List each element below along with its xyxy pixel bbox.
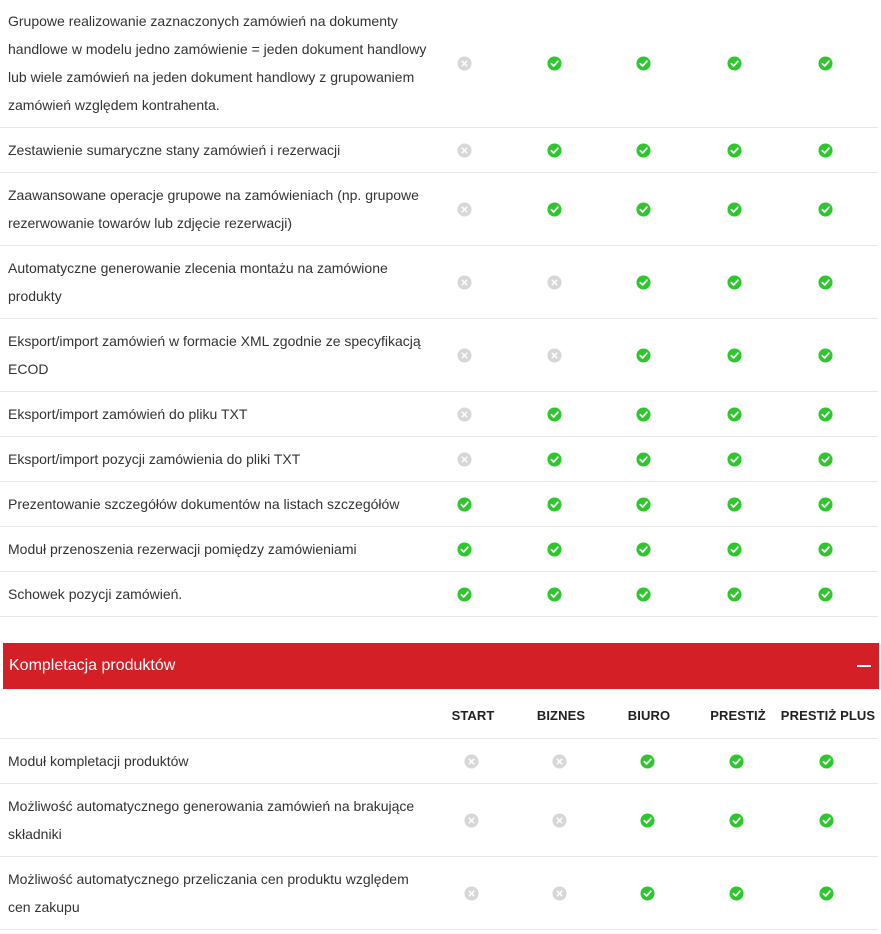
feature-label: Eksport/import zamówień do pliku TXT [8,406,248,422]
availability-cell [817,246,833,318]
check-circle-icon [547,452,562,467]
availability-cell [546,482,562,526]
x-circle-icon [464,886,479,901]
availability-cell [726,128,742,172]
section-title: Kompletacja produktów [9,657,176,674]
availability-cell [639,739,655,783]
table-row [0,246,878,319]
check-circle-icon [818,587,833,602]
availability-cell [635,319,651,391]
availability-cell [635,392,651,436]
availability-cell [817,319,833,391]
availability-cell [635,128,651,172]
availability-cell [728,857,744,929]
check-circle-icon [636,348,651,363]
table-row [0,392,878,437]
table-row [0,572,878,617]
availability-cell [546,319,562,391]
column-header: BIZNES [536,708,586,723]
x-circle-icon [464,754,479,769]
check-circle-icon [727,348,742,363]
feature-label: Prezentowanie szczegółów dokumentów na listach szczegółów [8,496,400,512]
feature-label: Moduł kompletacji produktów [8,753,189,769]
column-header: PRESTIŻ PLUS [780,708,876,723]
feature-label: Eksport/import zamówień w formacie XML zgodnie ze specyfikacją ECOD [8,333,421,377]
check-circle-icon [457,542,472,557]
check-circle-icon [636,202,651,217]
availability-cell [456,0,472,127]
check-circle-icon [818,542,833,557]
check-circle-icon [729,813,744,828]
availability-cell [726,246,742,318]
column-header: PRESTIŻ [710,708,766,723]
check-circle-icon [818,56,833,71]
x-circle-icon [457,452,472,467]
divider [0,738,878,739]
check-circle-icon [727,202,742,217]
check-circle-icon [818,497,833,512]
x-circle-icon [464,813,479,828]
feature-label: Schowek pozycji zamówień. [8,586,183,602]
x-circle-icon [457,143,472,158]
table-row [0,857,878,930]
availability-cell [817,527,833,571]
table-row [0,173,878,246]
table-row [0,739,878,784]
availability-cell [546,246,562,318]
check-circle-icon [636,56,651,71]
availability-cell [456,128,472,172]
table-row [0,437,878,482]
check-circle-icon [727,587,742,602]
availability-cell [818,784,834,856]
check-circle-icon [547,542,562,557]
x-circle-icon [547,275,562,290]
feature-label: Automatyczne generowanie zlecenia montażu na zamówione produkty [8,260,388,304]
table-row [0,128,878,173]
check-circle-icon [727,497,742,512]
availability-cell [456,392,472,436]
check-circle-icon [727,143,742,158]
check-circle-icon [547,143,562,158]
availability-cell [818,857,834,929]
table-row [0,527,878,572]
availability-cell [456,173,472,245]
check-circle-icon [640,813,655,828]
check-circle-icon [547,202,562,217]
check-circle-icon [457,497,472,512]
availability-cell [726,437,742,481]
availability-cell [546,527,562,571]
check-circle-icon [636,275,651,290]
check-circle-icon [819,813,834,828]
availability-cell [546,0,562,127]
availability-cell [726,482,742,526]
check-circle-icon [547,407,562,422]
table-row [0,0,878,128]
availability-cell [726,173,742,245]
column-header: BIURO [627,708,671,723]
availability-cell [817,173,833,245]
availability-cell [456,527,472,571]
availability-cell [728,784,744,856]
check-circle-icon [457,587,472,602]
check-circle-icon [547,497,562,512]
check-circle-icon [818,143,833,158]
availability-cell [635,246,651,318]
x-circle-icon [552,886,567,901]
minus-icon[interactable] [857,665,871,667]
x-circle-icon [457,56,472,71]
availability-cell [551,739,567,783]
check-circle-icon [727,407,742,422]
check-circle-icon [636,542,651,557]
availability-cell [546,572,562,616]
x-circle-icon [457,202,472,217]
check-circle-icon [727,56,742,71]
availability-cell [817,392,833,436]
check-circle-icon [636,452,651,467]
availability-cell [817,437,833,481]
feature-label: Zaawansowane operacje grupowe na zamówieniach (np. grupowe rezerwowanie towarów lub zdjęcie rezerwacji) [8,187,419,231]
feature-label: Eksport/import pozycji zamówienia do pliki TXT [8,451,301,467]
check-circle-icon [818,275,833,290]
section-header-kompletacja[interactable] [3,643,879,689]
check-circle-icon [636,143,651,158]
availability-cell [635,173,651,245]
check-circle-icon [636,497,651,512]
availability-cell [817,128,833,172]
check-circle-icon [727,542,742,557]
x-circle-icon [552,754,567,769]
availability-cell [818,739,834,783]
x-circle-icon [552,813,567,828]
check-circle-icon [818,452,833,467]
x-circle-icon [457,348,472,363]
availability-cell [635,437,651,481]
check-circle-icon [640,886,655,901]
column-header: START [451,708,495,723]
availability-cell [726,0,742,127]
availability-cell [726,527,742,571]
table-row [0,319,878,392]
availability-cell [726,572,742,616]
x-circle-icon [457,407,472,422]
availability-cell [551,857,567,929]
check-circle-icon [636,407,651,422]
check-circle-icon [818,202,833,217]
availability-cell [639,784,655,856]
availability-cell [456,246,472,318]
check-circle-icon [819,886,834,901]
availability-cell [463,784,479,856]
x-circle-icon [457,275,472,290]
feature-label: Grupowe realizowanie zaznaczonych zamówień na dokumenty handlowe w modelu jedno zamówienie = jeden dokument handlowy lub wiele zamówień na jeden dokument handlowy z grupowaniem zamówień względem kontrahenta. [8,13,427,113]
availability-cell [463,857,479,929]
feature-label: Moduł przenoszenia rezerwacji pomiędzy zamówieniami [8,541,357,557]
availability-cell [635,572,651,616]
check-circle-icon [727,452,742,467]
availability-cell [463,739,479,783]
check-circle-icon [547,587,562,602]
check-circle-icon [636,587,651,602]
availability-cell [456,319,472,391]
availability-cell [817,0,833,127]
check-circle-icon [818,348,833,363]
check-circle-icon [727,275,742,290]
feature-label: Zestawienie sumaryczne stany zamówień i rezerwacji [8,142,341,158]
feature-label: Możliwość automatycznego przeliczania cen produktu względem cen zakupu [8,871,409,915]
feature-label: Możliwość automatycznego generowania zamówień na brakujące składniki [8,798,415,842]
check-circle-icon [729,754,744,769]
availability-cell [546,392,562,436]
availability-cell [728,739,744,783]
x-circle-icon [547,348,562,363]
check-circle-icon [547,56,562,71]
check-circle-icon [818,407,833,422]
table-row [0,482,878,527]
check-circle-icon [640,754,655,769]
availability-cell [551,784,567,856]
availability-cell [726,319,742,391]
availability-cell [635,527,651,571]
availability-cell [639,857,655,929]
check-circle-icon [729,886,744,901]
availability-cell [456,572,472,616]
availability-cell [635,482,651,526]
availability-cell [546,437,562,481]
availability-cell [456,482,472,526]
availability-cell [456,437,472,481]
availability-cell [726,392,742,436]
availability-cell [635,0,651,127]
availability-cell [546,173,562,245]
check-circle-icon [819,754,834,769]
availability-cell [546,128,562,172]
availability-cell [817,482,833,526]
availability-cell [817,572,833,616]
table-row [0,784,878,857]
